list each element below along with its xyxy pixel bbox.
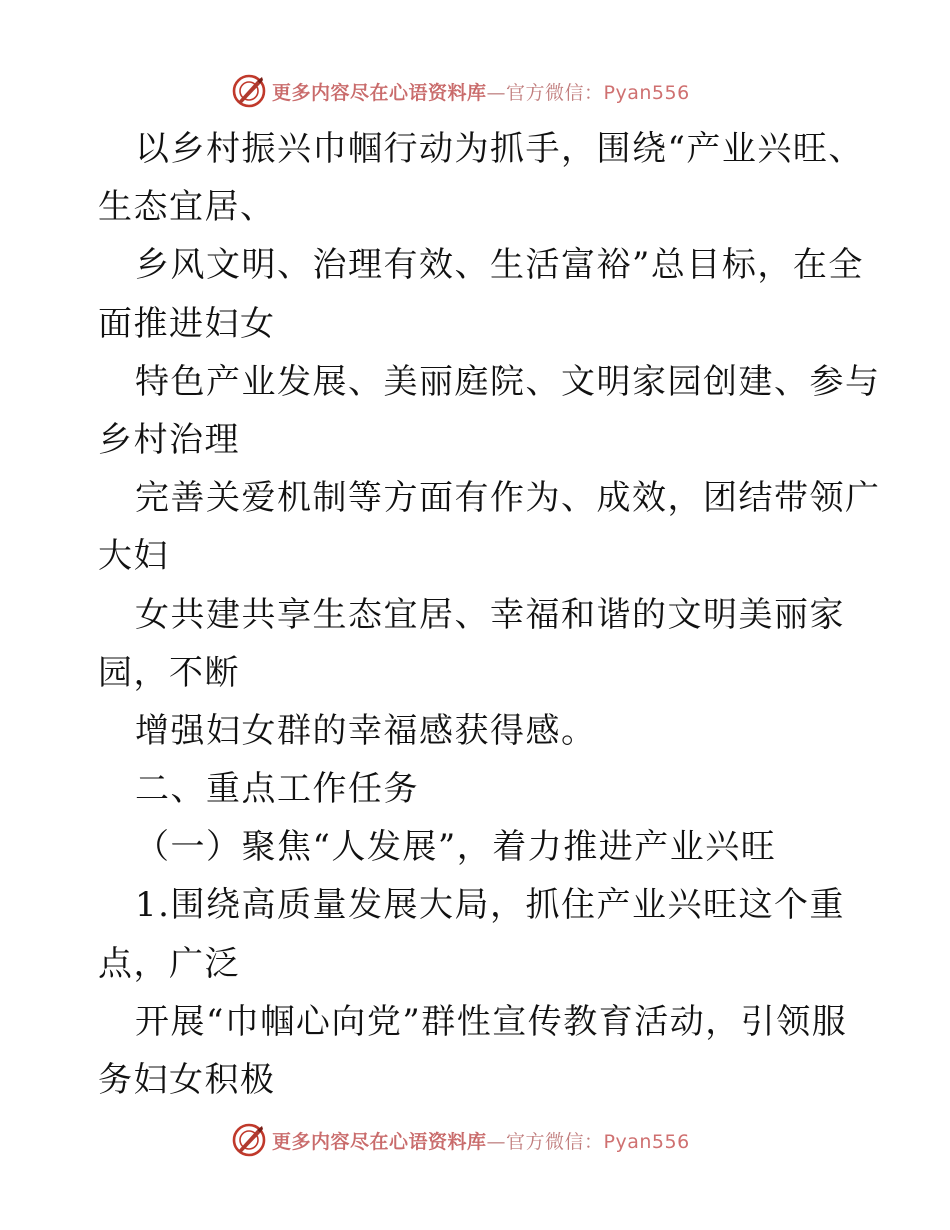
section-heading: 二、重点工作任务 <box>135 769 419 810</box>
banner-wechat-id: Pyan556 <box>603 81 690 104</box>
header-banner[interactable] <box>232 72 732 110</box>
paragraph-line: 完善关爱机制等方面有作为、成效，团结带领广 <box>135 478 881 519</box>
banner-site-name: 更多内容尽在心语资料库 <box>272 81 487 104</box>
paragraph-line: 开展“巾帼心向党”群性宣传教育活动，引领服 <box>135 1001 848 1042</box>
paragraph-line: 1.围绕高质量发展大局，抓住产业兴旺这个重 <box>135 885 845 926</box>
quill-logo-icon <box>232 74 266 108</box>
paragraph-line: 增强妇女群的幸福感获得感。 <box>135 710 597 751</box>
document-body <box>98 120 881 1109</box>
paragraph-line: 园，不断 <box>98 652 240 693</box>
banner-wechat-id: Pyan556 <box>603 1130 690 1153</box>
paragraph-line: 点，广泛 <box>98 943 240 984</box>
paragraph-line: 乡村治理 <box>98 419 240 460</box>
banner-separator: — <box>486 1130 507 1153</box>
paragraph-line: 大妇 <box>98 536 169 577</box>
footer-banner-text <box>272 1127 690 1154</box>
paragraph-line: 面推进妇女 <box>98 303 276 344</box>
subsection-heading: （一）聚焦“人发展”，着力推进产业兴旺 <box>135 827 777 868</box>
banner-site-name: 更多内容尽在心语资料库 <box>272 1130 487 1153</box>
paragraph-line: 特色产业发展、美丽庭院、文明家园创建、参与 <box>135 361 881 402</box>
paragraph-line: 女共建共享生态宜居、幸福和谐的文明美丽家 <box>135 594 845 635</box>
banner-wechat-label: 官方微信： <box>506 81 604 104</box>
paragraph-line: 生态宜居、 <box>98 187 276 228</box>
header-banner-text <box>272 78 690 105</box>
quill-logo-icon <box>232 1123 266 1157</box>
banner-wechat-label: 官方微信： <box>506 1130 604 1153</box>
paragraph-line: 以乡村振兴巾帼行动为抓手，围绕“产业兴旺、 <box>135 129 864 169</box>
footer-banner[interactable] <box>232 1121 732 1159</box>
paragraph-line: 务妇女积极 <box>98 1060 276 1100</box>
paragraph-line: 乡风文明、治理有效、生活富裕”总目标，在全 <box>135 245 864 286</box>
banner-separator: — <box>486 81 507 104</box>
